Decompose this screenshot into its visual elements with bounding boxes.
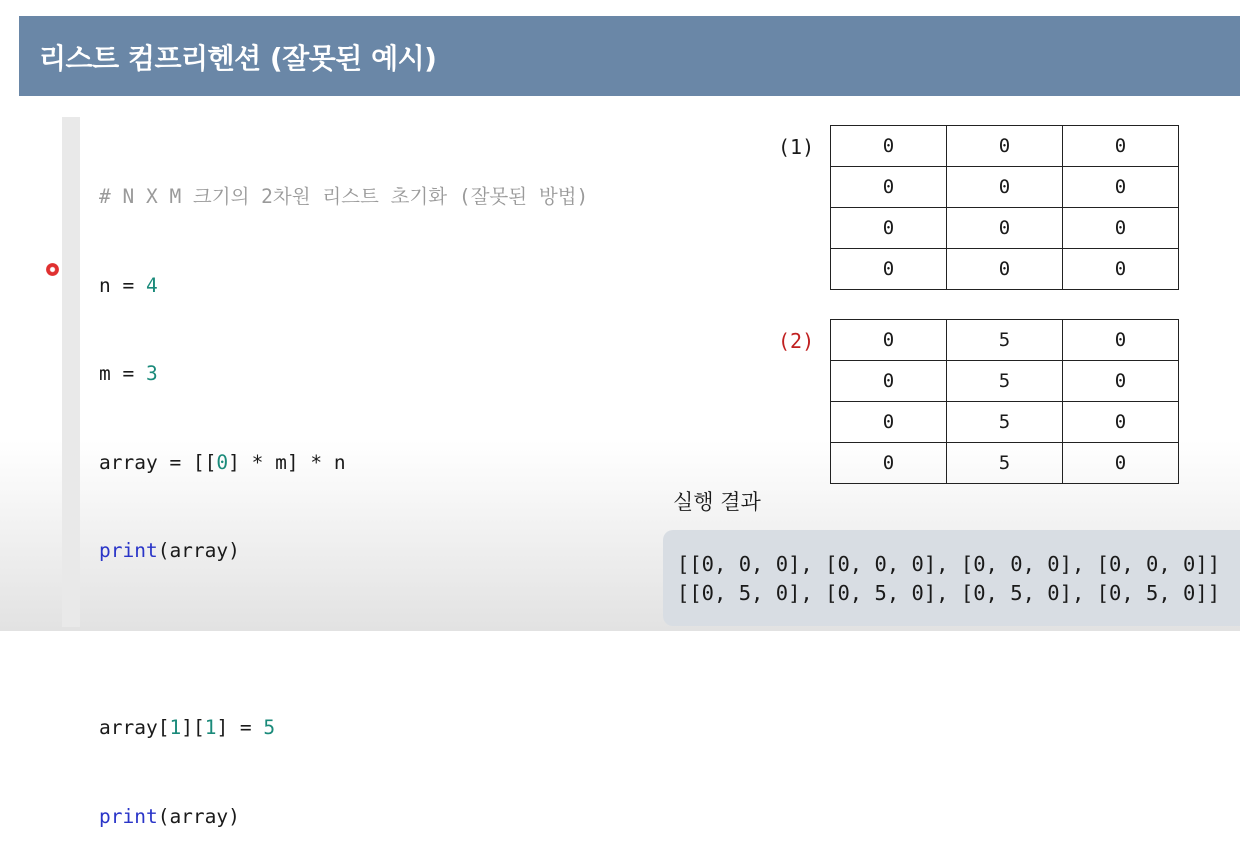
slide-title: 리스트 컴프리헨션 (잘못된 예시) [39, 42, 437, 75]
table1-grid [830, 125, 1179, 290]
table-cell: 0 [1063, 320, 1179, 361]
slide-header [19, 16, 1240, 96]
table-row [831, 402, 1179, 443]
table-row [831, 320, 1179, 361]
table-row [831, 208, 1179, 249]
table-cell: 0 [947, 126, 1063, 167]
table-cell: 0 [1063, 249, 1179, 290]
result-output-box [663, 530, 1240, 626]
code-block [99, 123, 588, 861]
table-cell: 0 [947, 167, 1063, 208]
code-comment: # N X M 크기의 2차원 리스트 초기화 (잘못된 방법) [99, 185, 589, 208]
table1-label: (1) [778, 135, 815, 159]
code-line-array: array = [[0] * m] * n [99, 450, 346, 474]
table-cell: 0 [831, 208, 947, 249]
code-line-print-1: print(array) [99, 539, 240, 562]
result-line: [[0, 0, 0], [0, 0, 0], [0, 0, 0], [0, 0, 0]] [677, 552, 1221, 576]
table-cell: 0 [831, 361, 947, 402]
table-cell: 0 [947, 208, 1063, 249]
table-cell: 0 [831, 402, 947, 443]
table-cell: 5 [947, 320, 1063, 361]
table-cell: 0 [1063, 402, 1179, 443]
table-cell: 5 [947, 402, 1063, 443]
code-line-assign: array[1][1] = 5 [99, 716, 276, 739]
table-cell: 5 [947, 361, 1063, 402]
table-cell: 0 [1063, 443, 1179, 484]
table-cell: 0 [947, 249, 1063, 290]
table-cell: 0 [831, 443, 947, 484]
table-cell: 0 [1063, 167, 1179, 208]
code-gutter [62, 117, 80, 627]
table2-grid [830, 319, 1179, 484]
table-cell: 0 [831, 167, 947, 208]
table-cell: 0 [831, 249, 947, 290]
code-line-m: m = 3 [99, 362, 158, 385]
result-output [677, 550, 1220, 608]
code-blank-line [99, 625, 588, 655]
table-row [831, 167, 1179, 208]
result-line: [[0, 5, 0], [0, 5, 0], [0, 5, 0], [0, 5, 0]] [677, 581, 1221, 605]
pointer-cursor-icon [46, 263, 59, 276]
table-row [831, 126, 1179, 167]
result-title: 실행 결과 [673, 490, 761, 514]
table-row [831, 361, 1179, 402]
table-cell: 5 [947, 443, 1063, 484]
code-line-print-2: print(array) [99, 804, 240, 828]
table-cell: 0 [1063, 361, 1179, 402]
table-row [831, 249, 1179, 290]
table-cell: 0 [831, 126, 947, 167]
table-row [831, 443, 1179, 484]
code-line-n: n = 4 [99, 273, 158, 297]
table2-label: (2) [778, 329, 815, 353]
table-cell: 0 [831, 320, 947, 361]
table-cell: 0 [1063, 126, 1179, 167]
table-cell: 0 [1063, 208, 1179, 249]
